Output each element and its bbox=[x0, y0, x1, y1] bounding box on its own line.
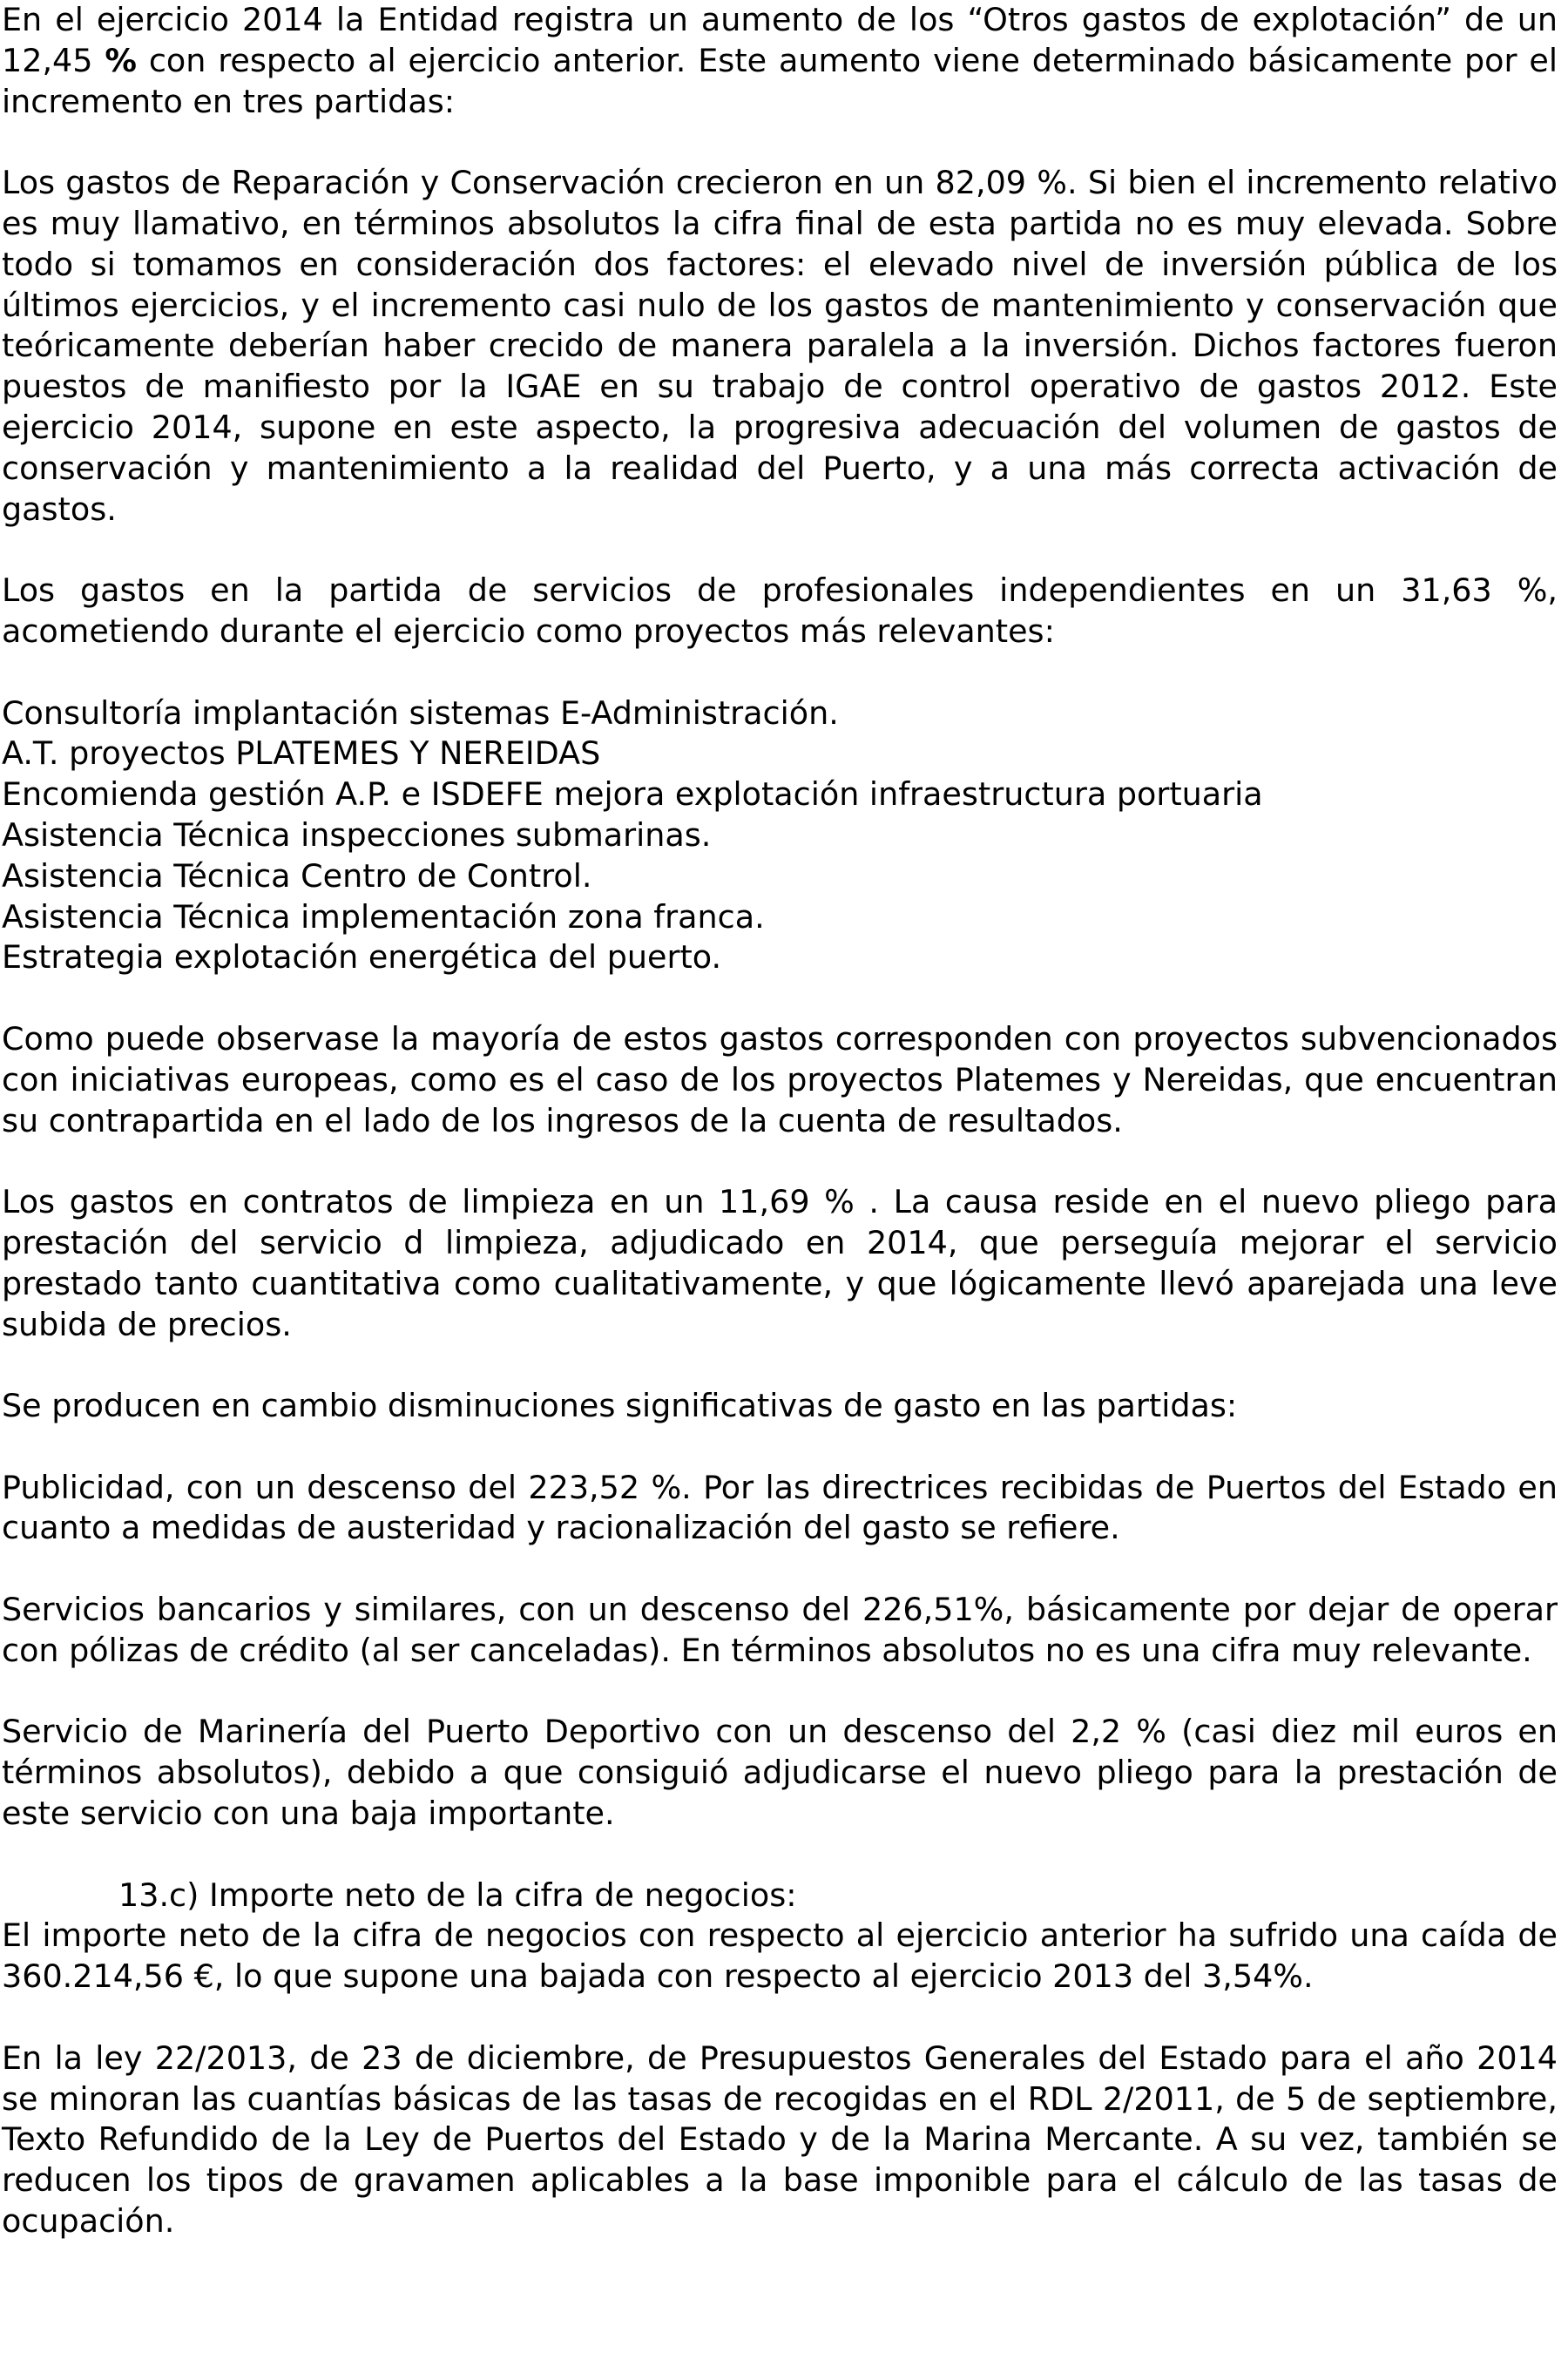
paragraph-ley-presupuestos: En la ley 22/2013, de 23 de diciembre, de Presupuestos Generales del Estado para el año 2014 se minoran las cuantías básicas de las tasas de recogidas en el RDL 2/2011, de 5 de septiembre, Texto Refundido de la Ley de Puertos del Estado y de la Marina Mercante. A su vez, también se reducen los tipos de gravamen aplicables a la base imponible para el cálculo de las tasas de ocupación. bbox=[2, 2038, 1558, 2241]
list-item: Encomienda gestión A.P. e ISDEFE mejora explotación infraestructura portuaria bbox=[2, 775, 1263, 814]
paragraph-marineria: Servicio de Marinería del Puerto Deportivo con un descenso del 2,2 % (casi diez mil euros en términos absolutos), debido a que consiguió adjudicarse el nuevo pliego para la prestación de este servicio con una baja importante. bbox=[2, 1713, 1558, 1833]
paragraph-limpieza: Los gastos en contratos de limpieza en un 11,69 % . La causa reside en el nuevo pliego para prestación del servicio d limpieza, adjudicado en 2014, que perseguía mejorar el servicio prestado tanto cuantitativa como cualitativamente, y que lógicamente llevó aparejada una leve subida de precios. bbox=[2, 1183, 1558, 1343]
intro-percent-bold: % bbox=[105, 41, 137, 79]
spacer bbox=[2, 652, 1558, 693]
list-item: Asistencia Técnica Centro de Control. bbox=[2, 856, 592, 895]
paragraph-servicios-bancarios: Servicios bancarios y similares, con un descenso del 226,51%, básicamente por dejar de operar con pólizas de crédito (al ser canceladas). En términos absolutos no es una cifra muy relevante. bbox=[2, 1591, 1558, 1669]
section-heading-13c: 13.c) Importe neto de la cifra de negocios: bbox=[118, 1876, 797, 1914]
intro-text-end: con respecto al ejercicio anterior. Este aumento viene determinado básicamente por el incremento en tres partidas: bbox=[2, 41, 1558, 120]
list-item: Estrategia explotación energética del puerto. bbox=[2, 938, 722, 977]
list-item: Consultoría implantación sistemas E-Administración. bbox=[2, 693, 839, 732]
paragraph-servicios-profesionales: Los gastos en la partida de servicios de profesionales independientes en un 31,63 %, acometiendo durante el ejercicio como proyectos más relevantes: bbox=[2, 571, 1558, 650]
paragraph-reparacion-conservacion: Los gastos de Reparación y Conservación crecieron en un 82,09 %. Si bien el incremento relativo es muy llamativo, en términos absolutos la cifra final de esta partida no es muy elevada. Sobre todo si tomamos en consideración dos factores: el elevado nivel de inversión pública de los últimos ejercicios, y el incremento casi nulo de los gastos de mantenimiento y conservación que teóricamente deberían haber crecido de manera paralela a la inversión. Dichos factores fueron puestos de manifiesto por la IGAE en su trabajo de control operativo de gastos 2012. Este ejercicio 2014, supone en este aspecto, la progresiva adecuación del volumen de gastos de conservación y mantenimiento a la realidad del Puerto, y a una más correcta activación de gastos. bbox=[2, 164, 1558, 528]
list-item: Asistencia Técnica inspecciones submarinas. bbox=[2, 815, 712, 854]
paragraph-proyectos-subvencionados: Como puede observase la mayoría de estos gastos corresponden con proyectos subvencionados con iniciativas europeas, como es el caso de los proyectos Platemes y Nereidas, que encuentran su contrapartida en el lado de los ingresos de la cuenta de resultados. bbox=[2, 1019, 1558, 1139]
list-item: A.T. proyectos PLATEMES Y NEREIDAS bbox=[2, 734, 601, 773]
intro-text-start: En el ejercicio 2014 la Entidad registra un aumento de los “Otros gastos de explotación” de un 12,45 bbox=[2, 1, 1558, 79]
list-item: Asistencia Técnica implementación zona franca. bbox=[2, 897, 765, 936]
projects-list bbox=[2, 693, 1558, 979]
paragraph-otros-gastos-intro bbox=[2, 0, 1558, 122]
paragraph-disminuciones: Se producen en cambio disminuciones significativas de gasto en las partidas: bbox=[2, 1387, 1238, 1425]
paragraph-publicidad: Publicidad, con un descenso del 223,52 %. Por las directrices recibidas de Puertos del Estado en cuanto a medidas de austeridad y racionalización del gasto se refiere. bbox=[2, 1468, 1558, 1547]
paragraph-importe-neto: El importe neto de la cifra de negocios con respecto al ejercicio anterior ha sufrido una caída de 360.214,56 €, lo que supone una bajada con respecto al ejercicio 2013 del 3,54%. bbox=[2, 1916, 1558, 1996]
